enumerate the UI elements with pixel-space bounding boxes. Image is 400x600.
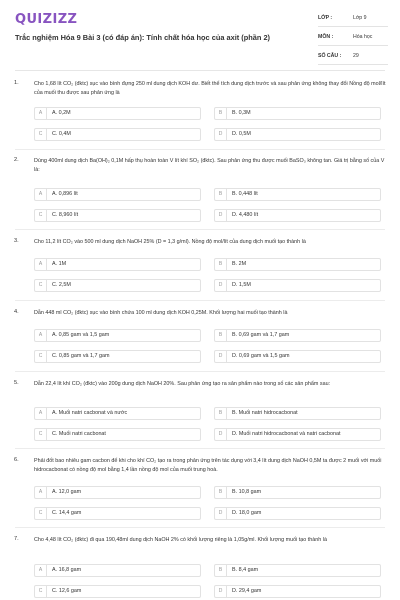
question-number: 1. <box>14 80 19 86</box>
question-number: 2. <box>14 157 19 163</box>
option-d[interactable] <box>214 279 381 292</box>
question-text: Dẫn 22,4 lít khí CO₂ (đktc) vào 200g dung dịch NaOH 20%. Sau phản ứng tạo ra sản phẩm nào trong số các sản phẩm sau: <box>34 381 331 387</box>
option-text: B. 2M <box>232 261 247 267</box>
option-letter: C <box>35 210 47 221</box>
option-text: A. 0,85 gam và 1,5 gam <box>52 332 110 338</box>
quizizz-logo: QUIZIZZ <box>15 12 78 27</box>
option-a[interactable] <box>34 329 201 342</box>
option-text: D. 18,0 gam <box>232 510 262 516</box>
option-text: C. 0,4M <box>52 131 71 137</box>
meta-label: MÔN : <box>318 34 334 40</box>
question-number: 4. <box>14 309 19 315</box>
meta-row-count <box>318 50 388 65</box>
option-letter: B <box>215 487 227 498</box>
question-number: 5. <box>14 380 19 386</box>
header-divider <box>15 70 385 71</box>
option-text: B. Muối natri hidrocacbonat <box>232 410 298 416</box>
worksheet-meta <box>318 12 388 69</box>
meta-value: Lớp 9 <box>353 15 367 21</box>
option-letter: D <box>215 508 227 519</box>
question-text: Dẫn 448 ml CO₂ (đktc) sục vào bình chứa 100 ml dung dịch KOH 0,25M. Khối lượng hai muối tạo thành là <box>34 310 288 316</box>
option-letter: A <box>35 487 47 498</box>
option-a[interactable] <box>34 486 201 499</box>
option-letter: D <box>215 280 227 291</box>
option-d[interactable] <box>214 209 381 222</box>
option-d[interactable] <box>214 128 381 141</box>
option-text: D. 4,480 lít <box>232 212 259 218</box>
option-text: B. 8,4 gam <box>232 567 259 573</box>
option-c[interactable] <box>34 279 201 292</box>
option-b[interactable] <box>214 107 381 120</box>
question-divider <box>15 371 385 372</box>
option-c[interactable] <box>34 128 201 141</box>
option-letter: B <box>215 259 227 270</box>
meta-value: Hóa học <box>353 34 373 40</box>
option-letter: C <box>35 351 47 362</box>
option-letter: D <box>215 129 227 140</box>
option-letter: A <box>35 108 47 119</box>
option-text: D. 1,5M <box>232 282 251 288</box>
option-letter: C <box>35 129 47 140</box>
option-letter: B <box>215 108 227 119</box>
option-text: B. 0,3M <box>232 110 251 116</box>
option-text: B. 10,8 gam <box>232 489 262 495</box>
question-divider <box>15 300 385 301</box>
option-letter: C <box>35 586 47 597</box>
option-a[interactable] <box>34 107 201 120</box>
meta-label: LỚP : <box>318 15 333 21</box>
question-text: Cho 1,68 lít CO₂ (đktc) sục vào bình đựng 250 ml dung dịch KOH dư. Biết thể tích dung dịch trước và sau phản ứng không thay đổi Nồng độ mol/lít của muối thu được sau phản ứng là <box>34 81 386 96</box>
option-text: C. 0,85 gam và 1,7 gam <box>52 353 110 359</box>
option-a[interactable] <box>34 564 201 577</box>
option-b[interactable] <box>214 564 381 577</box>
worksheet-header <box>0 0 400 66</box>
option-letter: A <box>35 330 47 341</box>
question-text: Phải đốt bao nhiêu gam cacbon để khi cho khí CO₂ tạo ra trong phản ứng trên tác dụng với 3,4 lít dung dịch NaOH 0,5M ta được 2 muối với muối hidrocacbonat có nồng độ mol bằng 1,4 lần nồng độ mol của muối trung hoà. <box>34 458 382 473</box>
option-c[interactable] <box>34 209 201 222</box>
option-text: D. 0,5M <box>232 131 251 137</box>
option-text: D. 29,4 gam <box>232 588 262 594</box>
question-divider <box>15 527 385 528</box>
option-b[interactable] <box>214 329 381 342</box>
meta-row-class <box>318 12 388 27</box>
option-letter: B <box>215 565 227 576</box>
option-letter: C <box>35 280 47 291</box>
option-text: C. 12,6 gam <box>52 588 82 594</box>
question-text: Cho 11,2 lít CO₂ vào 500 ml dung dịch NaOH 25% (D = 1,3 g/ml). Nồng độ mol/lít của dung dịch muối tạo thành là <box>34 239 306 245</box>
option-a[interactable] <box>34 407 201 420</box>
option-text: C. 8,960 lít <box>52 212 79 218</box>
meta-value: 29 <box>353 53 359 59</box>
question-text: Cho 4,48 lít CO₂ (đktc) đi qua 190,48ml dung dịch NaOH 2% có khối lượng riêng là 1,05g/ml. Khối lượng muối tạo thành là <box>34 537 327 543</box>
option-text: A. 12,0 gam <box>52 489 82 495</box>
option-letter: B <box>215 189 227 200</box>
option-b[interactable] <box>214 188 381 201</box>
option-b[interactable] <box>214 486 381 499</box>
question-number: 6. <box>14 457 19 463</box>
option-c[interactable] <box>34 428 201 441</box>
option-text: D. Muối natri hidrocacbonat và natri cacbonat <box>232 431 341 437</box>
option-text: C. 2,5M <box>52 282 71 288</box>
question-divider <box>15 149 385 150</box>
question-number: 7. <box>14 536 19 542</box>
option-letter: C <box>35 429 47 440</box>
option-d[interactable] <box>214 428 381 441</box>
option-text: C. 14,4 gam <box>52 510 82 516</box>
option-b[interactable] <box>214 407 381 420</box>
option-text: A. 16,8 gam <box>52 567 82 573</box>
option-c[interactable] <box>34 350 201 363</box>
option-letter: D <box>215 210 227 221</box>
option-text: C. Muối natri cacbonat <box>52 431 106 437</box>
option-d[interactable] <box>214 585 381 598</box>
option-d[interactable] <box>214 350 381 363</box>
option-letter: D <box>215 351 227 362</box>
option-letter: D <box>215 586 227 597</box>
question-divider <box>15 229 385 230</box>
option-text: A. 1M <box>52 261 67 267</box>
option-letter: A <box>35 565 47 576</box>
question-number: 3. <box>14 238 19 244</box>
question-divider <box>15 448 385 449</box>
meta-label: SỐ CÂU : <box>318 53 342 59</box>
option-letter: D <box>215 429 227 440</box>
option-letter: C <box>35 508 47 519</box>
worksheet-title: Trắc nghiệm Hóa 9 Bài 3 (có đáp án): Tính chất hóa học của axit (phần 2) <box>15 33 271 42</box>
option-letter: A <box>35 408 47 419</box>
question-text: Dùng 400ml dung dịch Ba(OH)₂ 0,1M hấp thụ hoàn toàn V lít khí SO₂ (đktc). Sau phản ứng thu được muối BaSO₃ không tan. Giá trị bằng số của V là: <box>34 158 385 173</box>
option-text: A. 0,2M <box>52 110 71 116</box>
option-text: B. 0,448 lít <box>232 191 258 197</box>
option-text: A. Muối natri cacbonat và nước <box>52 410 128 416</box>
option-b[interactable] <box>214 258 381 271</box>
option-text: A. 0,896 lít <box>52 191 78 197</box>
option-text: B. 0,69 gam và 1,7 gam <box>232 332 290 338</box>
option-c[interactable] <box>34 507 201 520</box>
option-a[interactable] <box>34 188 201 201</box>
option-text: D. 0,69 gam và 1,5 gam <box>232 353 290 359</box>
option-c[interactable] <box>34 585 201 598</box>
option-letter: B <box>215 330 227 341</box>
option-letter: A <box>35 259 47 270</box>
option-letter: A <box>35 189 47 200</box>
option-d[interactable] <box>214 507 381 520</box>
meta-row-subject <box>318 31 388 46</box>
option-a[interactable] <box>34 258 201 271</box>
option-letter: B <box>215 408 227 419</box>
